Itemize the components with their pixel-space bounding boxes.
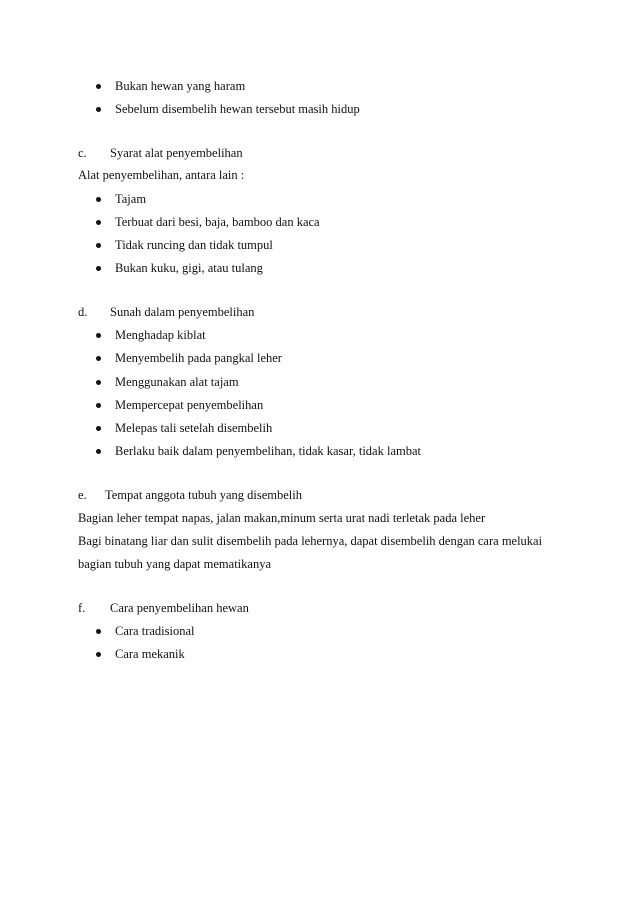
bullet-icon: [96, 652, 101, 657]
section-marker: f.: [78, 601, 86, 615]
list-item: [96, 623, 195, 639]
list-item-text: Menggunakan alat tajam: [115, 375, 239, 389]
list-item: [96, 420, 272, 436]
bullet-icon: [96, 197, 101, 202]
list-item: [96, 374, 239, 390]
bullet-icon: [96, 107, 101, 112]
bullet-icon: [96, 380, 101, 385]
list-item-text: Menghadap kiblat: [115, 328, 206, 342]
list-item-text: Menyembelih pada pangkal leher: [115, 351, 282, 365]
bullet-icon: [96, 629, 101, 634]
bullet-icon: [96, 243, 101, 248]
list-item: [96, 101, 360, 117]
list-item-text: Tidak runcing dan tidak tumpul: [115, 238, 273, 252]
paragraph: Bagi binatang liar dan sulit disembelih pada lehernya, dapat disembelih dengan cara melukai: [78, 534, 543, 548]
list-item-text: Tajam: [115, 192, 147, 206]
list-item: [96, 78, 245, 94]
bullet-icon: [96, 403, 101, 408]
bullet-icon: [96, 356, 101, 361]
list-item-text: Bukan kuku, gigi, atau tulang: [115, 261, 263, 275]
list-item-text: Mempercepat penyembelihan: [115, 398, 264, 412]
section-heading-text: Sunah dalam penyembelihan: [110, 305, 255, 319]
section-marker: e.: [78, 488, 87, 502]
bullet-icon: [96, 84, 101, 89]
list-item: [96, 443, 421, 459]
bullet-icon: [96, 426, 101, 431]
list-item: [96, 191, 146, 207]
list-item: [96, 327, 206, 343]
bullet-icon: [96, 266, 101, 271]
section-heading-text: Syarat alat penyembelihan: [110, 146, 243, 160]
paragraph: bagian tubuh yang dapat mematikanya: [78, 557, 271, 571]
list-item: [96, 260, 263, 276]
section-heading-e: [78, 487, 302, 503]
list-item: [96, 214, 320, 230]
list-item-text: Sebelum disembelih hewan tersebut masih hidup: [115, 102, 360, 116]
section-heading-d: [78, 304, 254, 320]
list-item: [96, 350, 282, 366]
list-item: [96, 237, 273, 253]
section-heading-text: Tempat anggota tubuh yang disembelih: [105, 488, 302, 502]
section-heading-text: Cara penyembelihan hewan: [110, 601, 249, 615]
list-item: [96, 397, 263, 413]
list-item-text: Bukan hewan yang haram: [115, 79, 246, 93]
paragraph: Bagian leher tempat napas, jalan makan,minum serta urat nadi terletak pada leher: [78, 511, 486, 525]
list-item-text: Terbuat dari besi, baja, bamboo dan kaca: [115, 215, 320, 229]
section-heading-c: [78, 145, 243, 161]
list-item-text: Cara tradisional: [115, 624, 195, 638]
list-item-text: Berlaku baik dalam penyembelihan, tidak kasar, tidak lambat: [115, 444, 421, 458]
bullet-icon: [96, 220, 101, 225]
list-item: [96, 646, 185, 662]
section-marker: d.: [78, 305, 88, 319]
section-marker: c.: [78, 146, 87, 160]
section-intro: Alat penyembelihan, antara lain :: [78, 168, 245, 182]
section-heading-f: [78, 600, 249, 616]
list-item-text: Cara mekanik: [115, 647, 185, 661]
bullet-icon: [96, 333, 101, 338]
list-item-text: Melepas tali setelah disembelih: [115, 421, 273, 435]
bullet-icon: [96, 449, 101, 454]
